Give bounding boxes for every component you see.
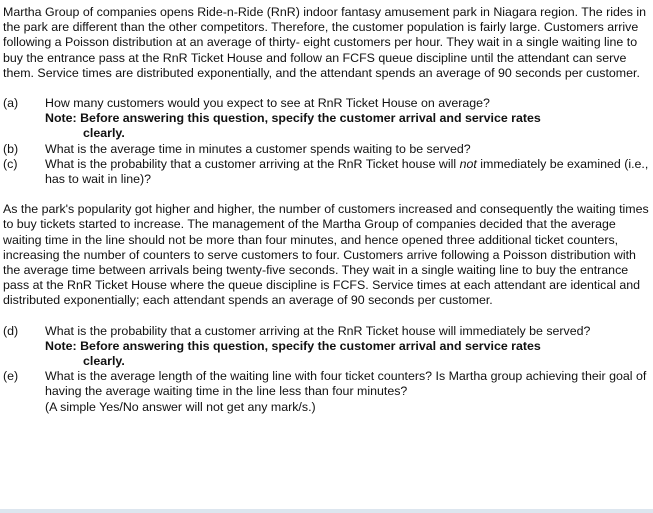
second-paragraph: As the park's popularity got higher and higher, the number of customers increased and consequently the waiting times to buy tickets started to increase. The management of the Martha Group of companies decided that the average waiting time in the line should not be more than four minutes, and hence opened three additional ticket counters, increasing the number of counters to serve customers to four. Customers arrive following a Poisson distribution with the average time between arrivals being twenty-five seconds. They wait in a single waiting line to buy the entrance pass at the RnR Ticket House where the queue discipline is FCFS. Service times at each attendant are identical and distributed exponentially; each attendant spends an average of 90 seconds per customer.: [3, 202, 649, 308]
question-b-label: (b): [3, 141, 19, 156]
question-b-body: [45, 142, 649, 157]
question-d-body: [45, 324, 649, 370]
intro-paragraph: Martha Group of companies opens Ride-n-Ride (RnR) indoor fantasy amusement park in Niagara region. The rides in the park are different than the other competitors. Therefore, the customer population is fairly large. Customers arrive following a Poisson distribution at an average of thirty- eight customers per hour. They wait in a single waiting line to buy the entrance pass at the RnR Ticket House and follow an FCFS queue discipline until the attendant can serve them. Service times are distributed exponentially, and the attendant spends an average of 90 seconds per customer.: [3, 5, 647, 80]
question-c-label: (c): [3, 156, 18, 171]
question-c-body: [45, 157, 649, 187]
question-d-note: [45, 339, 649, 369]
question-c-text-before: What is the probability that a customer arriving at the RnR Ticket house will: [45, 156, 460, 171]
question-a-text: How many customers would you expect to see at RnR Ticket House on average?: [45, 96, 490, 111]
question-d: [3, 324, 649, 370]
question-e-subtext: (A simple Yes/No answer will not get any mark/s.): [45, 399, 316, 414]
assignment-document: [3, 5, 649, 415]
question-a-note-main: Note: Before answering this question, specify the customer arrival and service rates: [45, 111, 541, 126]
question-e-label: (e): [3, 369, 19, 384]
question-e: [3, 369, 649, 415]
question-a-note-tail: clearly.: [83, 126, 125, 141]
question-c-text-emphasis: not: [459, 156, 477, 171]
question-c-text-after: immediately be examined (i.e., has to wait in line)?: [45, 156, 649, 187]
question-c-text: [45, 157, 649, 187]
question-d-note-tail: clearly.: [83, 354, 125, 369]
question-e-text: What is the average length of the waiting line with four ticket counters? Is Martha group achieving their goal of having the average waiting time in the line less than four minutes?: [45, 369, 647, 399]
question-a-label: (a): [3, 96, 19, 111]
bottom-border-band: [0, 509, 653, 513]
question-c: [3, 157, 649, 187]
question-a-note: [45, 111, 649, 141]
question-b-text: What is the average time in minutes a customer spends waiting to be served?: [45, 141, 471, 156]
question-a-body: [45, 96, 649, 142]
question-d-note-main: Note: Before answering this question, specify the customer arrival and service rates: [45, 338, 541, 353]
question-e-body: [45, 369, 649, 415]
question-d-label: (d): [3, 323, 19, 338]
question-d-text: What is the probability that a customer arriving at the RnR Ticket house will immediately be served?: [45, 323, 591, 338]
question-b: [3, 142, 649, 157]
question-a: [3, 96, 649, 142]
